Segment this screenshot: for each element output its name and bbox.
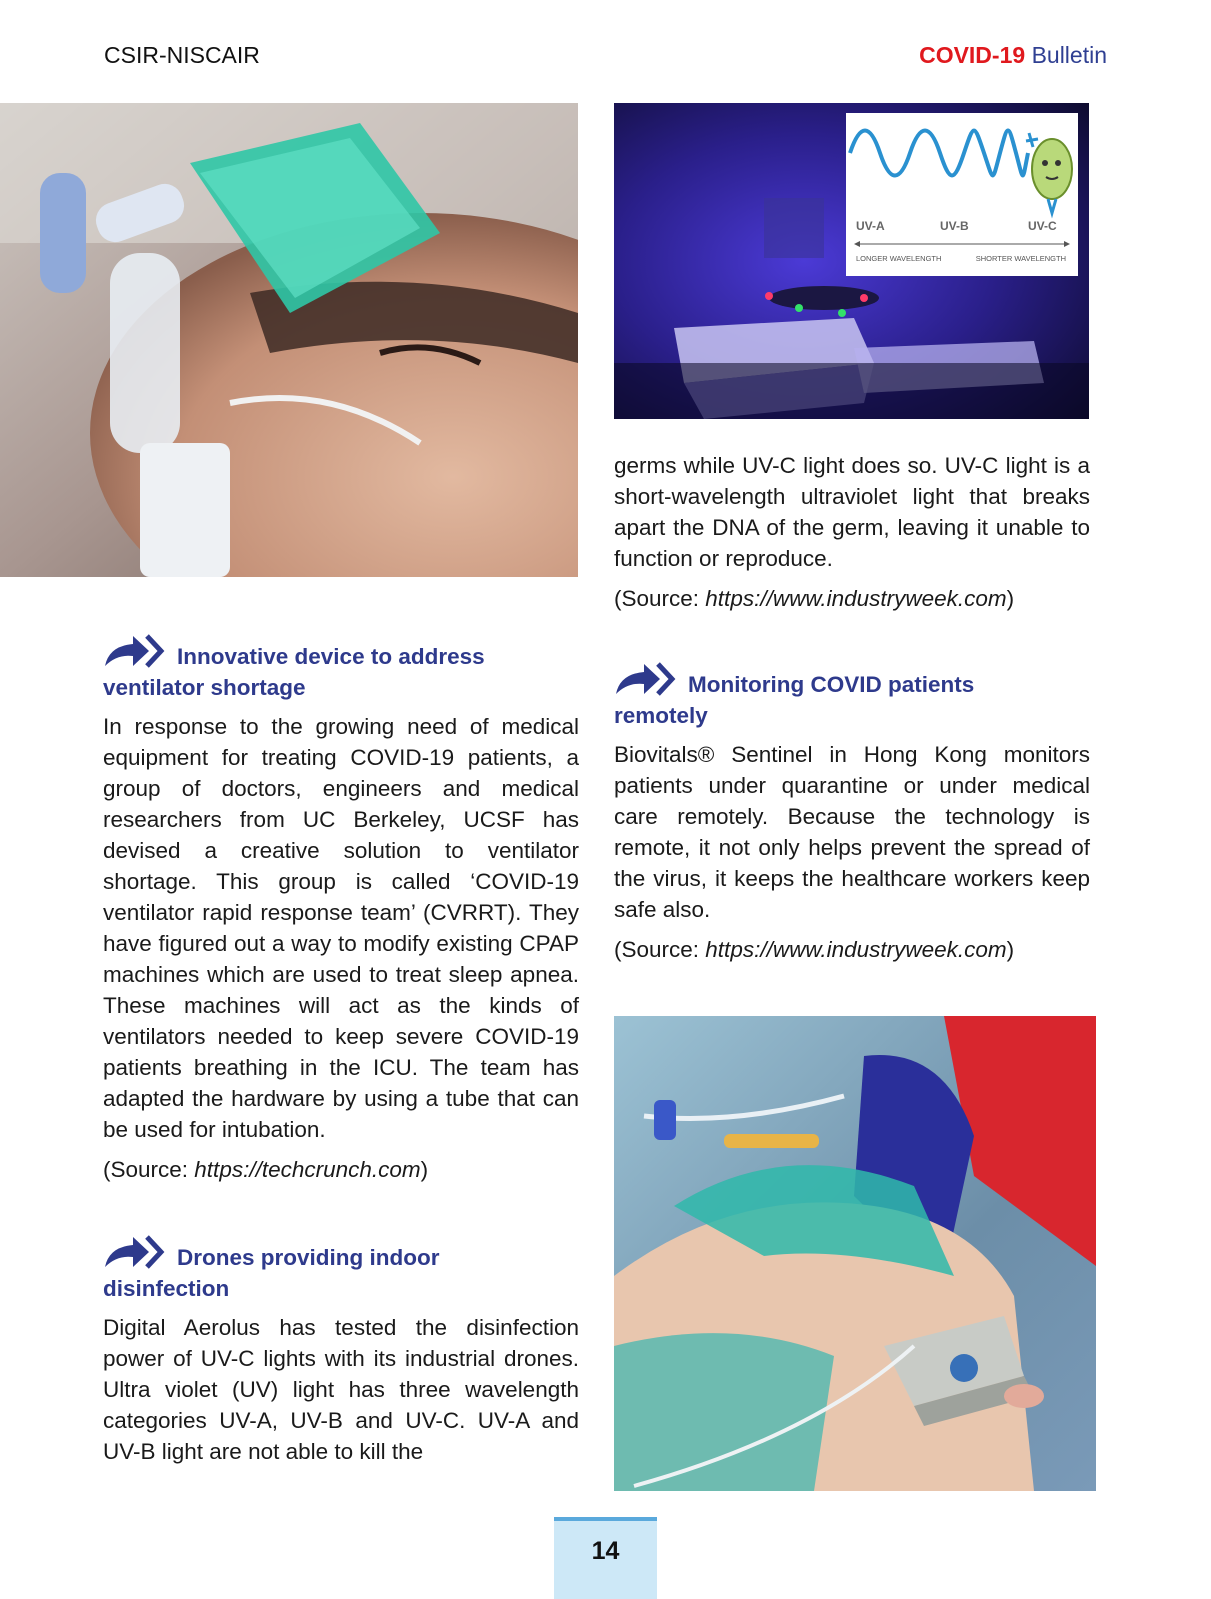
article-source-monitoring: (Source: https://www.industryweek.com)	[614, 937, 1015, 962]
heading-line1: Drones providing indoor	[177, 1245, 440, 1270]
heading-line1: Monitoring COVID patients	[688, 672, 975, 697]
right-column	[614, 450, 1090, 965]
article-source-drones: (Source: https://www.industryweek.com)	[614, 586, 1015, 611]
pulse-oximeter-photo	[614, 1016, 1096, 1491]
article-body-monitoring: Biovitals® Sentinel in Hong Kong monitors patients under quarantine or under medical care remotely. Because the technology is remote, it not only helps prevent the spread of the virus, it keeps the healthcare workers keep safe also.	[614, 742, 1090, 922]
source-link[interactable]: https://www.industryweek.com	[705, 937, 1007, 962]
uv-b-label: UV-B	[940, 219, 969, 233]
page-number-box	[554, 1517, 657, 1599]
bulletin-title-covid: COVID-19	[919, 42, 1026, 68]
article-heading-monitoring	[614, 660, 1090, 731]
article-body-ventilator: In response to the growing need of medical equipment for treating COVID-19 patients, a group of doctors, engineers and medical researchers from UC Berkeley, UCSF has devised a creative solution to ventilator shortage. This group is called ‘COVID-19 ventilator rapid response team’ (CVRRT). They have figured out a way to modify existing CPAP machines which are used to treat sleep apnea. These machines will act as the kinds of ventilators needed to keep severe COVID-19 patients breathing in the ICU. The team has adapted the hardware by using a tube that can be used for intubation.	[103, 714, 579, 1142]
heading-line2: disinfection	[103, 1276, 230, 1301]
left-column	[103, 632, 579, 1467]
uv-drone-photo	[614, 103, 1089, 419]
longer-wavelength-label: LONGER WAVELENGTH	[856, 254, 942, 263]
article-heading-drones	[103, 1233, 579, 1304]
heading-line1: Innovative device to address	[177, 644, 485, 669]
arrow-bullet-icon	[103, 632, 169, 670]
publisher-name: CSIR-NISCAIR	[104, 42, 260, 68]
source-link[interactable]: https://techcrunch.com	[194, 1157, 421, 1182]
uv-wavelength-diagram	[846, 113, 1078, 276]
page-number: 14	[591, 1537, 620, 1565]
article-heading-ventilator	[103, 632, 579, 703]
shorter-wavelength-label: SHORTER WAVELENGTH	[975, 254, 1066, 263]
uv-c-label: UV-C	[1028, 219, 1057, 233]
heading-line2: ventilator shortage	[103, 675, 306, 700]
bulletin-title-bulletin: Bulletin	[1031, 42, 1107, 68]
cpap-mask-photo	[0, 103, 578, 577]
article-source-ventilator: (Source: https://techcrunch.com)	[103, 1157, 429, 1182]
arrow-bullet-icon	[614, 660, 680, 698]
article-body-drones: Digital Aerolus has tested the disinfection power of UV-C lights with its industrial drones. Ultra violet (UV) light has three wavelength categories UV-A, UV-B and UV-C. UV-A and UV-B light are not able to kill the	[103, 1315, 579, 1464]
source-link[interactable]: https://www.industryweek.com	[705, 586, 1007, 611]
bulletin-title	[919, 42, 1107, 69]
heading-line2: remotely	[614, 703, 708, 728]
article-body-drones-continued: germs while UV-C light does so. UV-C light is a short-wavelength ultraviolet light that breaks apart the DNA of the germ, leaving it unable to function or reproduce.	[614, 453, 1090, 571]
uv-a-label: UV-A	[856, 219, 885, 233]
arrow-bullet-icon	[103, 1233, 169, 1271]
